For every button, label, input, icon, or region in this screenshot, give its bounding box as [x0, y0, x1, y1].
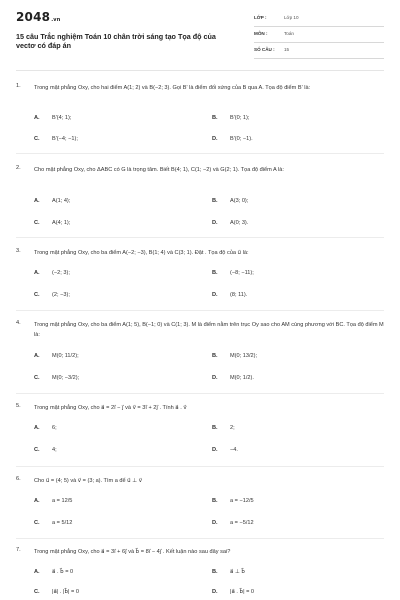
option-value: A(3; 0); — [230, 198, 249, 204]
question-number: 7. — [16, 547, 21, 553]
meta-row-subject — [254, 28, 384, 43]
option-value: −4. — [230, 447, 238, 453]
option-value: M(0; 13/2); — [230, 353, 258, 359]
option-value: A(1; 4); — [52, 198, 71, 204]
question-2 — [16, 165, 384, 235]
option-label: C. — [34, 520, 40, 526]
meta-value: 15 — [284, 47, 290, 52]
option-value: a = −12/5 — [230, 498, 254, 504]
option-label: A. — [34, 198, 40, 204]
question-text: Cho mặt phẳng Oxy, cho ΔABC có G là trọng tâm. Biết B(4; 1), C(1; −2) và G(2; 1). Tọa độ điểm A là: — [34, 167, 284, 173]
option-value: 4; — [52, 447, 57, 453]
question-divider — [16, 538, 384, 539]
question-number: 3. — [16, 248, 21, 254]
question-text: Trong mặt phẳng Oxy, cho ba điểm A(1; 5), B(−1; 0) và C(1; 3). M là điểm nằm trên trục Oy sao cho AM cùng phương với BC. Tọa độ điểm M là: — [34, 322, 384, 338]
question-divider — [16, 393, 384, 394]
option-value: 2; — [230, 425, 235, 431]
option-label: C. — [34, 220, 40, 226]
option-value: A(0; 3). — [230, 220, 249, 226]
question-number: 2. — [16, 165, 21, 171]
meta-key: SỐ CÂU : — [254, 47, 275, 52]
question-divider — [16, 237, 384, 238]
meta-key: LỚP : — [254, 15, 267, 20]
option-label: C. — [34, 136, 40, 142]
option-value: (8; 11). — [230, 292, 248, 298]
question-number: 4. — [16, 320, 21, 326]
option-value: A(4; 1); — [52, 220, 71, 226]
question-divider — [16, 310, 384, 311]
option-value: B'(4; 1); — [52, 115, 72, 121]
option-value: a⃗ . b⃗ = 0 — [52, 569, 74, 575]
option-value: a = 12/5 — [52, 498, 73, 504]
question-divider — [16, 153, 384, 154]
question-text: Trong mặt phẳng Oxy, cho a⃗ = 3i⃗ + 6j⃗ và b⃗ = 8i⃗ − 4j⃗ . Kết luận nào sau đây sai? — [34, 549, 231, 555]
option-label: D. — [212, 220, 218, 226]
option-label: B. — [212, 270, 218, 276]
option-value: a⃗ ⊥ b⃗ — [230, 569, 245, 575]
option-label: D. — [212, 520, 218, 526]
question-text: Cho u⃗ = (4; 5) và v⃗ = (3; a). Tìm a để u⃗ ⊥ v⃗ — [34, 478, 143, 484]
logo-suffix: .vn — [51, 17, 61, 23]
option-label: B. — [212, 569, 218, 575]
option-value: a = 5/12 — [52, 520, 73, 526]
option-value: B'(0; −1). — [230, 136, 253, 142]
question-text: Trong mặt phẳng Oxy, cho hai điểm A(1; 2) và B(−2; 3). Gọi B' là điểm đối xứng của B qua A. Tọa độ điểm B' là: — [34, 85, 311, 91]
option-value: M(0; 11/2); — [52, 353, 79, 359]
question-divider — [16, 466, 384, 467]
option-label: A. — [34, 115, 40, 121]
option-label: B. — [212, 425, 218, 431]
meta-value: Lớp 10 — [284, 15, 299, 20]
question-3 — [16, 248, 384, 308]
option-label: B. — [212, 115, 218, 121]
option-label: D. — [212, 375, 218, 381]
logo-text: 2048 — [16, 10, 51, 24]
question-1 — [16, 83, 384, 143]
meta-key: MÔN : — [254, 31, 268, 36]
meta-row-class — [254, 12, 384, 27]
option-label: D. — [212, 292, 218, 298]
question-6 — [16, 476, 384, 536]
option-label: D. — [212, 447, 218, 453]
question-5 — [16, 403, 384, 463]
option-label: B. — [212, 498, 218, 504]
option-label: C. — [34, 589, 40, 595]
option-label: D. — [212, 589, 218, 595]
option-value: (2; −3); — [52, 292, 70, 298]
option-value: a = −5/12 — [230, 520, 254, 526]
meta-row-count — [254, 44, 384, 59]
option-label: A. — [34, 270, 40, 276]
option-value: B'(−4; −1); — [52, 136, 78, 142]
option-label: A. — [34, 569, 40, 575]
document-header — [0, 0, 400, 70]
question-number: 1. — [16, 83, 21, 89]
question-number: 5. — [16, 403, 21, 409]
option-value: (−2; 3); — [52, 270, 70, 276]
option-label: B. — [212, 353, 218, 359]
option-label: A. — [34, 353, 40, 359]
option-label: A. — [34, 425, 40, 431]
option-label: C. — [34, 292, 40, 298]
option-value: M(0; −3/2); — [52, 375, 80, 381]
question-4 — [16, 320, 384, 390]
header-divider — [16, 70, 384, 71]
question-number: 6. — [16, 476, 21, 482]
document-title: 15 câu Trắc nghiệm Toán 10 chân trời sáng tạo Tọa độ của vectơ có đáp án — [16, 32, 216, 50]
option-label: C. — [34, 375, 40, 381]
option-value: |a⃗| . |b⃗| = 0 — [52, 589, 79, 595]
option-label: D. — [212, 136, 218, 142]
question-7 — [16, 547, 384, 600]
site-logo[interactable] — [16, 10, 61, 24]
option-label: C. — [34, 447, 40, 453]
option-value: B'(0; 1); — [230, 115, 250, 121]
option-value: (−8; −11); — [230, 270, 254, 276]
option-value: M(0; 1/2). — [230, 375, 254, 381]
option-label: B. — [212, 198, 218, 204]
question-text: Trong mặt phẳng Oxy, cho a⃗ = 2i⃗ − j⃗ và v⃗ = 3i⃗ + 2j⃗ . Tính a⃗ . v⃗ — [34, 405, 187, 411]
option-value: 6; — [52, 425, 57, 431]
option-value: |a⃗ . b⃗| = 0 — [230, 589, 255, 595]
question-text: Trong mặt phẳng Oxy, cho ba điểm A(−2; −3), B(1; 4) và C(3; 1). Đặt . Tọa độ của u⃗ là: — [34, 250, 249, 256]
option-label: A. — [34, 498, 40, 504]
meta-value: Toán — [284, 31, 294, 36]
